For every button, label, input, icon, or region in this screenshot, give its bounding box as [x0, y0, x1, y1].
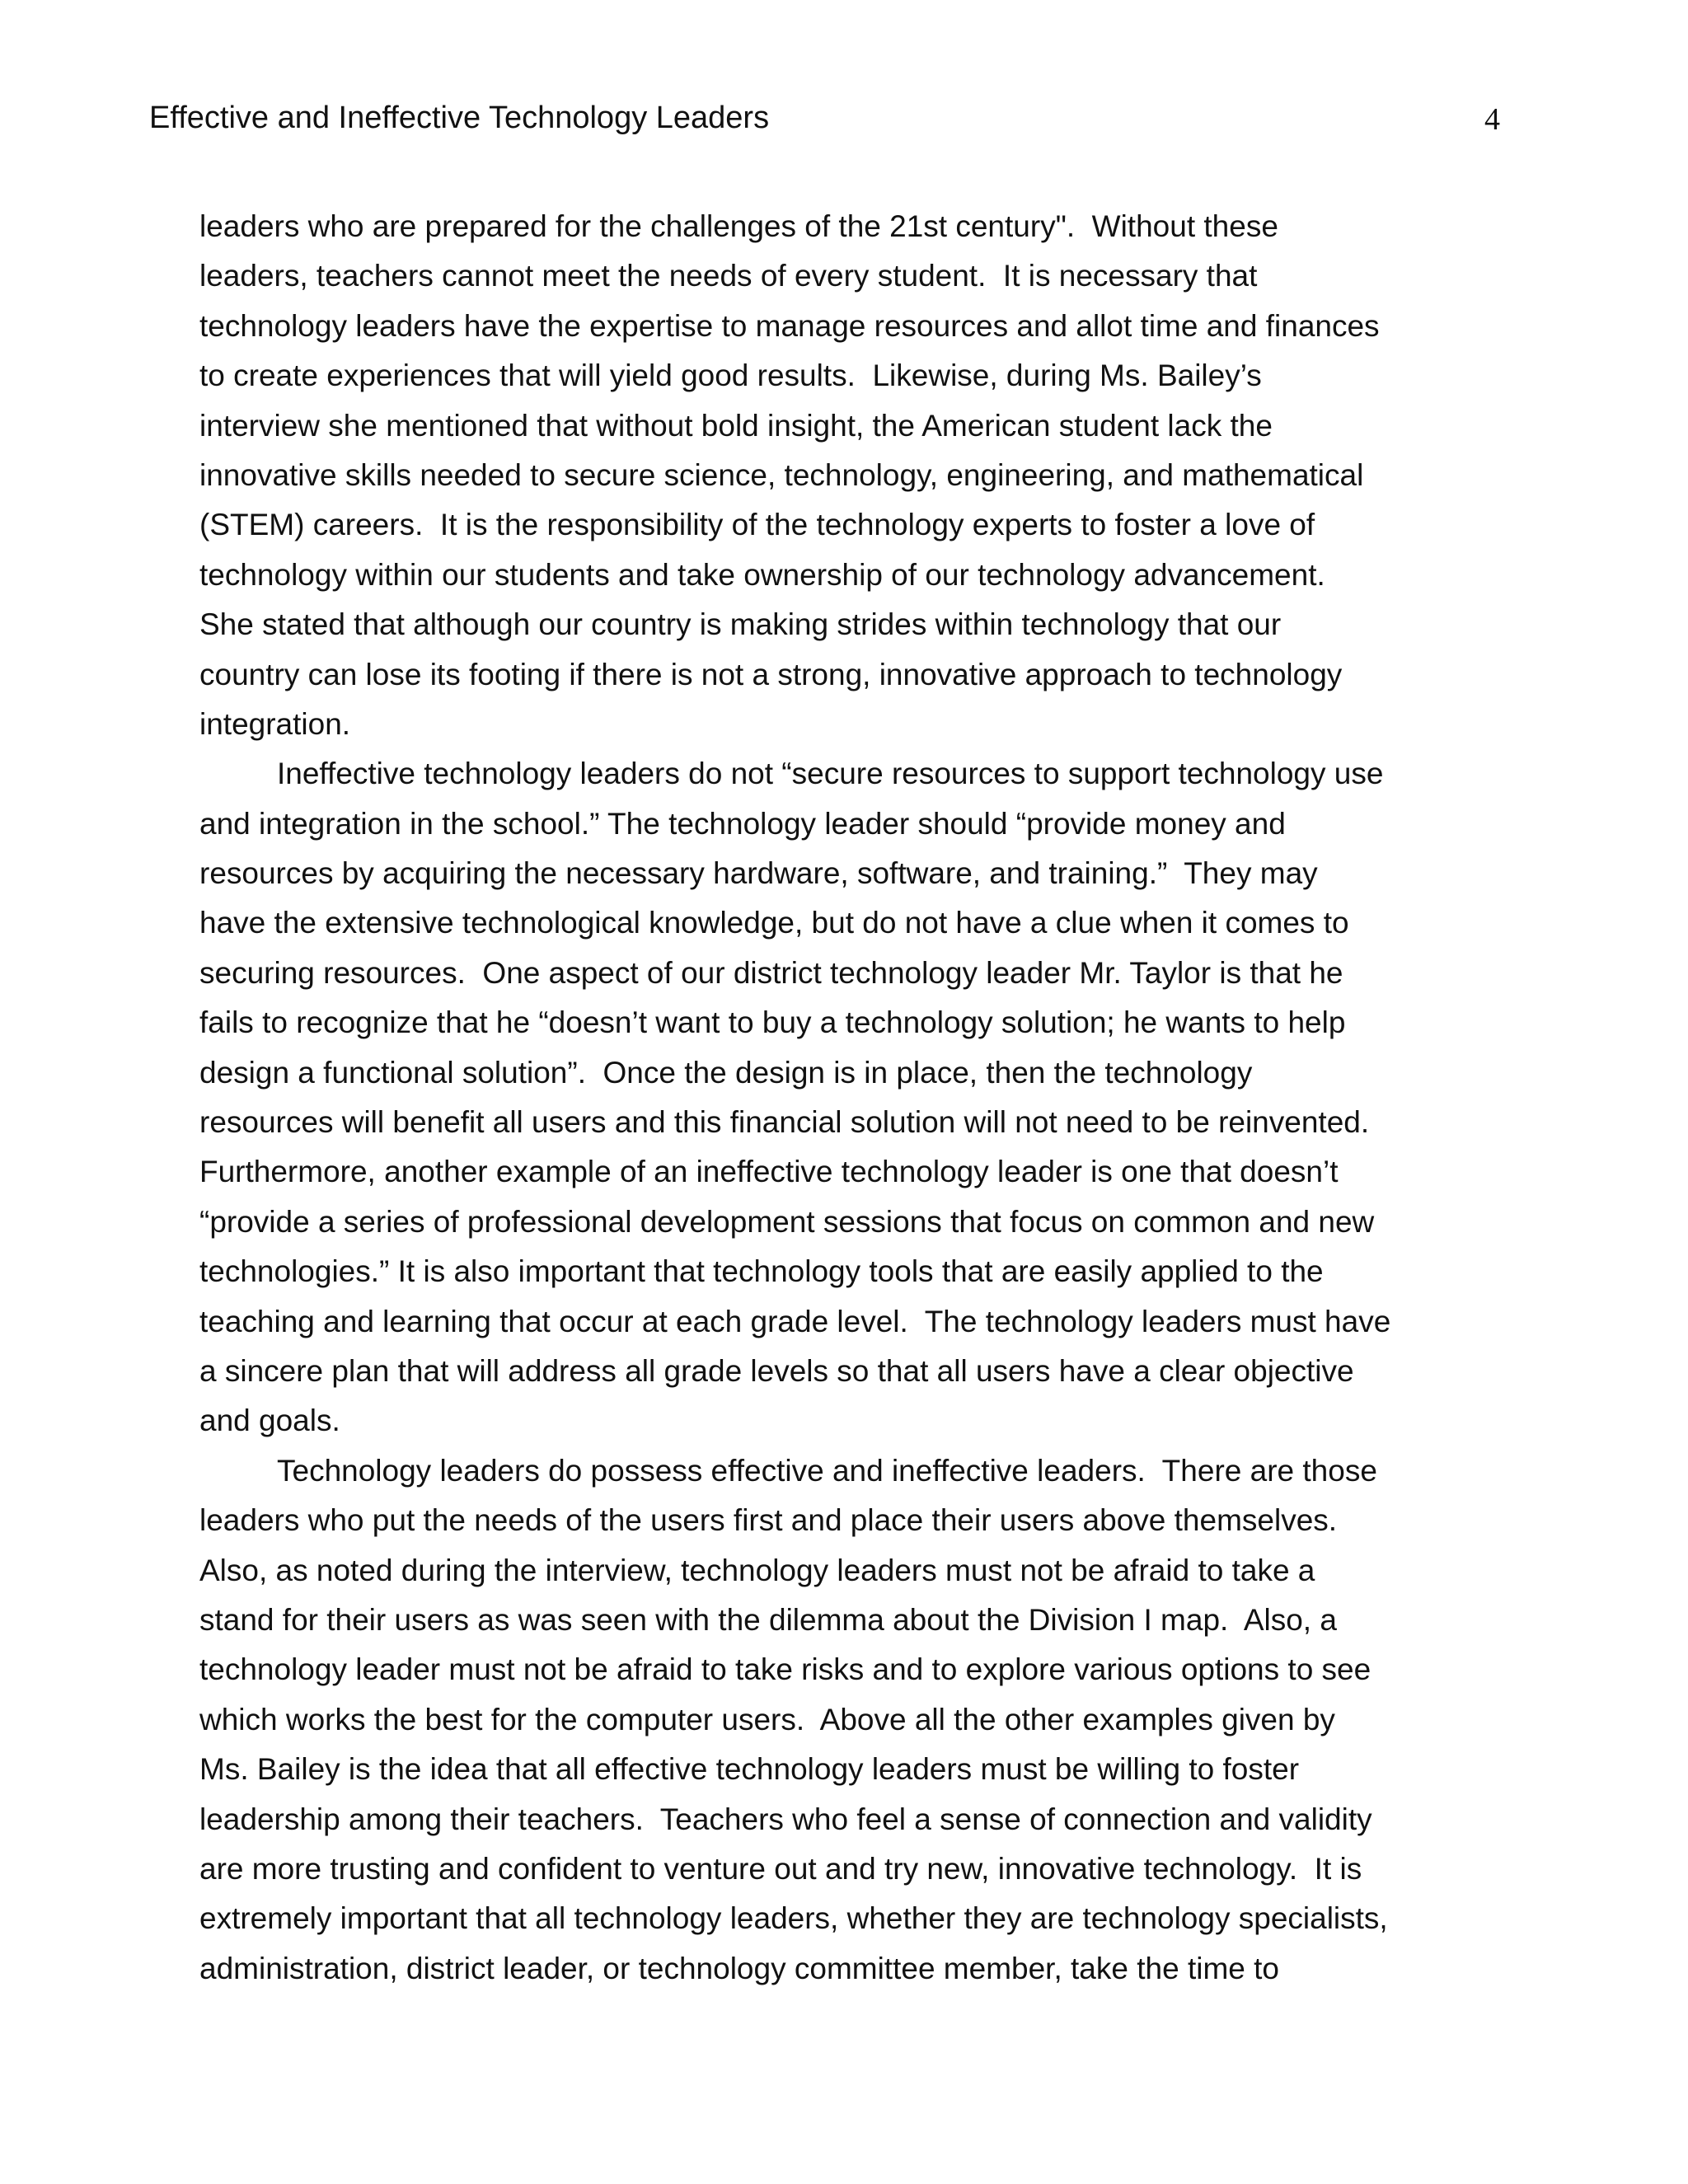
text-line: “provide a series of professional development sessions that focus on common and new — [199, 1204, 1375, 1239]
text-line: stand for their users as was seen with the dilemma about the Division I map. Also, a — [199, 1602, 1337, 1637]
text-line: are more trusting and confident to venture out and try new, innovative technology. It is — [199, 1851, 1362, 1886]
text-line: and goals. — [199, 1404, 340, 1438]
text-line: extremely important that all technology leaders, whether they are technology specialists, — [199, 1901, 1388, 1936]
text-line: technologies.” It is also important that technology tools that are easily applied to the — [199, 1254, 1324, 1289]
text-line: innovative skills needed to secure science, technology, engineering, and mathematical — [199, 457, 1364, 492]
text-line: Also, as noted during the interview, technology leaders must not be afraid to take a — [199, 1553, 1315, 1587]
text-line: (STEM) careers. It is the responsibility of the technology experts to foster a love of — [199, 508, 1315, 542]
text-line: leaders who put the needs of the users first and place their users above themselves. — [199, 1503, 1338, 1538]
text-line: teaching and learning that occur at each grade level. The technology leaders must have — [199, 1304, 1391, 1338]
text-line: and integration in the school.” The technology leader should “provide money and — [199, 806, 1286, 841]
text-line: fails to recognize that he “doesn’t want to buy a technology solution; he wants to help — [199, 1005, 1346, 1040]
text-line: to create experiences that will yield good results. Likewise, during Ms. Bailey’s — [199, 359, 1262, 393]
text-line: leadership among their teachers. Teachers who feel a sense of connection and validity — [199, 1802, 1372, 1836]
text-line: Technology leaders do possess effective and ineffective leaders. There are those — [277, 1453, 1377, 1488]
page-number: 4 — [1484, 102, 1500, 137]
text-line: securing resources. One aspect of our district technology leader Mr. Taylor is that he — [199, 955, 1343, 990]
paragraph — [199, 202, 1551, 749]
text-line: country can lose its footing if there is not a strong, innovative approach to technology — [199, 657, 1343, 691]
paragraph — [199, 1446, 1551, 1994]
text-line: leaders, teachers cannot meet the needs of every student. It is necessary that — [199, 259, 1258, 293]
text-line: design a functional solution”. Once the design is in place, then the technology — [199, 1055, 1253, 1090]
text-line: integration. — [199, 706, 351, 741]
text-line: technology leaders have the expertise to manage resources and allot time and finances — [199, 308, 1380, 343]
text-line: resources will benefit all users and this financial solution will not need to be reinvented. — [199, 1105, 1370, 1140]
paragraph — [199, 749, 1551, 1446]
running-head: Effective and Ineffective Technology Leaders — [149, 101, 770, 135]
text-line: technology within our students and take ownership of our technology advancement. — [199, 557, 1325, 592]
text-line: have the extensive technological knowledge, but do not have a clue when it comes to — [199, 906, 1349, 940]
text-line: Ineffective technology leaders do not “secure resources to support technology use — [277, 757, 1384, 791]
text-line: technology leader must not be afraid to take risks and to explore various options to see — [199, 1652, 1372, 1687]
text-line: administration, district leader, or technology committee member, take the time to — [199, 1951, 1279, 1985]
text-line: a sincere plan that will address all grade levels so that all users have a clear objective — [199, 1353, 1354, 1388]
text-line: Ms. Bailey is the idea that all effective technology leaders must be willing to foster — [199, 1752, 1300, 1787]
text-line: Furthermore, another example of an ineffective technology leader is one that doesn’t — [199, 1155, 1339, 1189]
text-line: resources by acquiring the necessary hardware, software, and training.” They may — [199, 856, 1318, 891]
text-line: interview she mentioned that without bold insight, the American student lack the — [199, 408, 1273, 443]
text-line: She stated that although our country is making strides within technology that our — [199, 607, 1282, 642]
text-line: leaders who are prepared for the challenges of the 21st century". Without these — [199, 209, 1278, 243]
body-text — [199, 202, 1551, 1994]
text-line: which works the best for the computer users. Above all the other examples given by — [199, 1702, 1335, 1736]
